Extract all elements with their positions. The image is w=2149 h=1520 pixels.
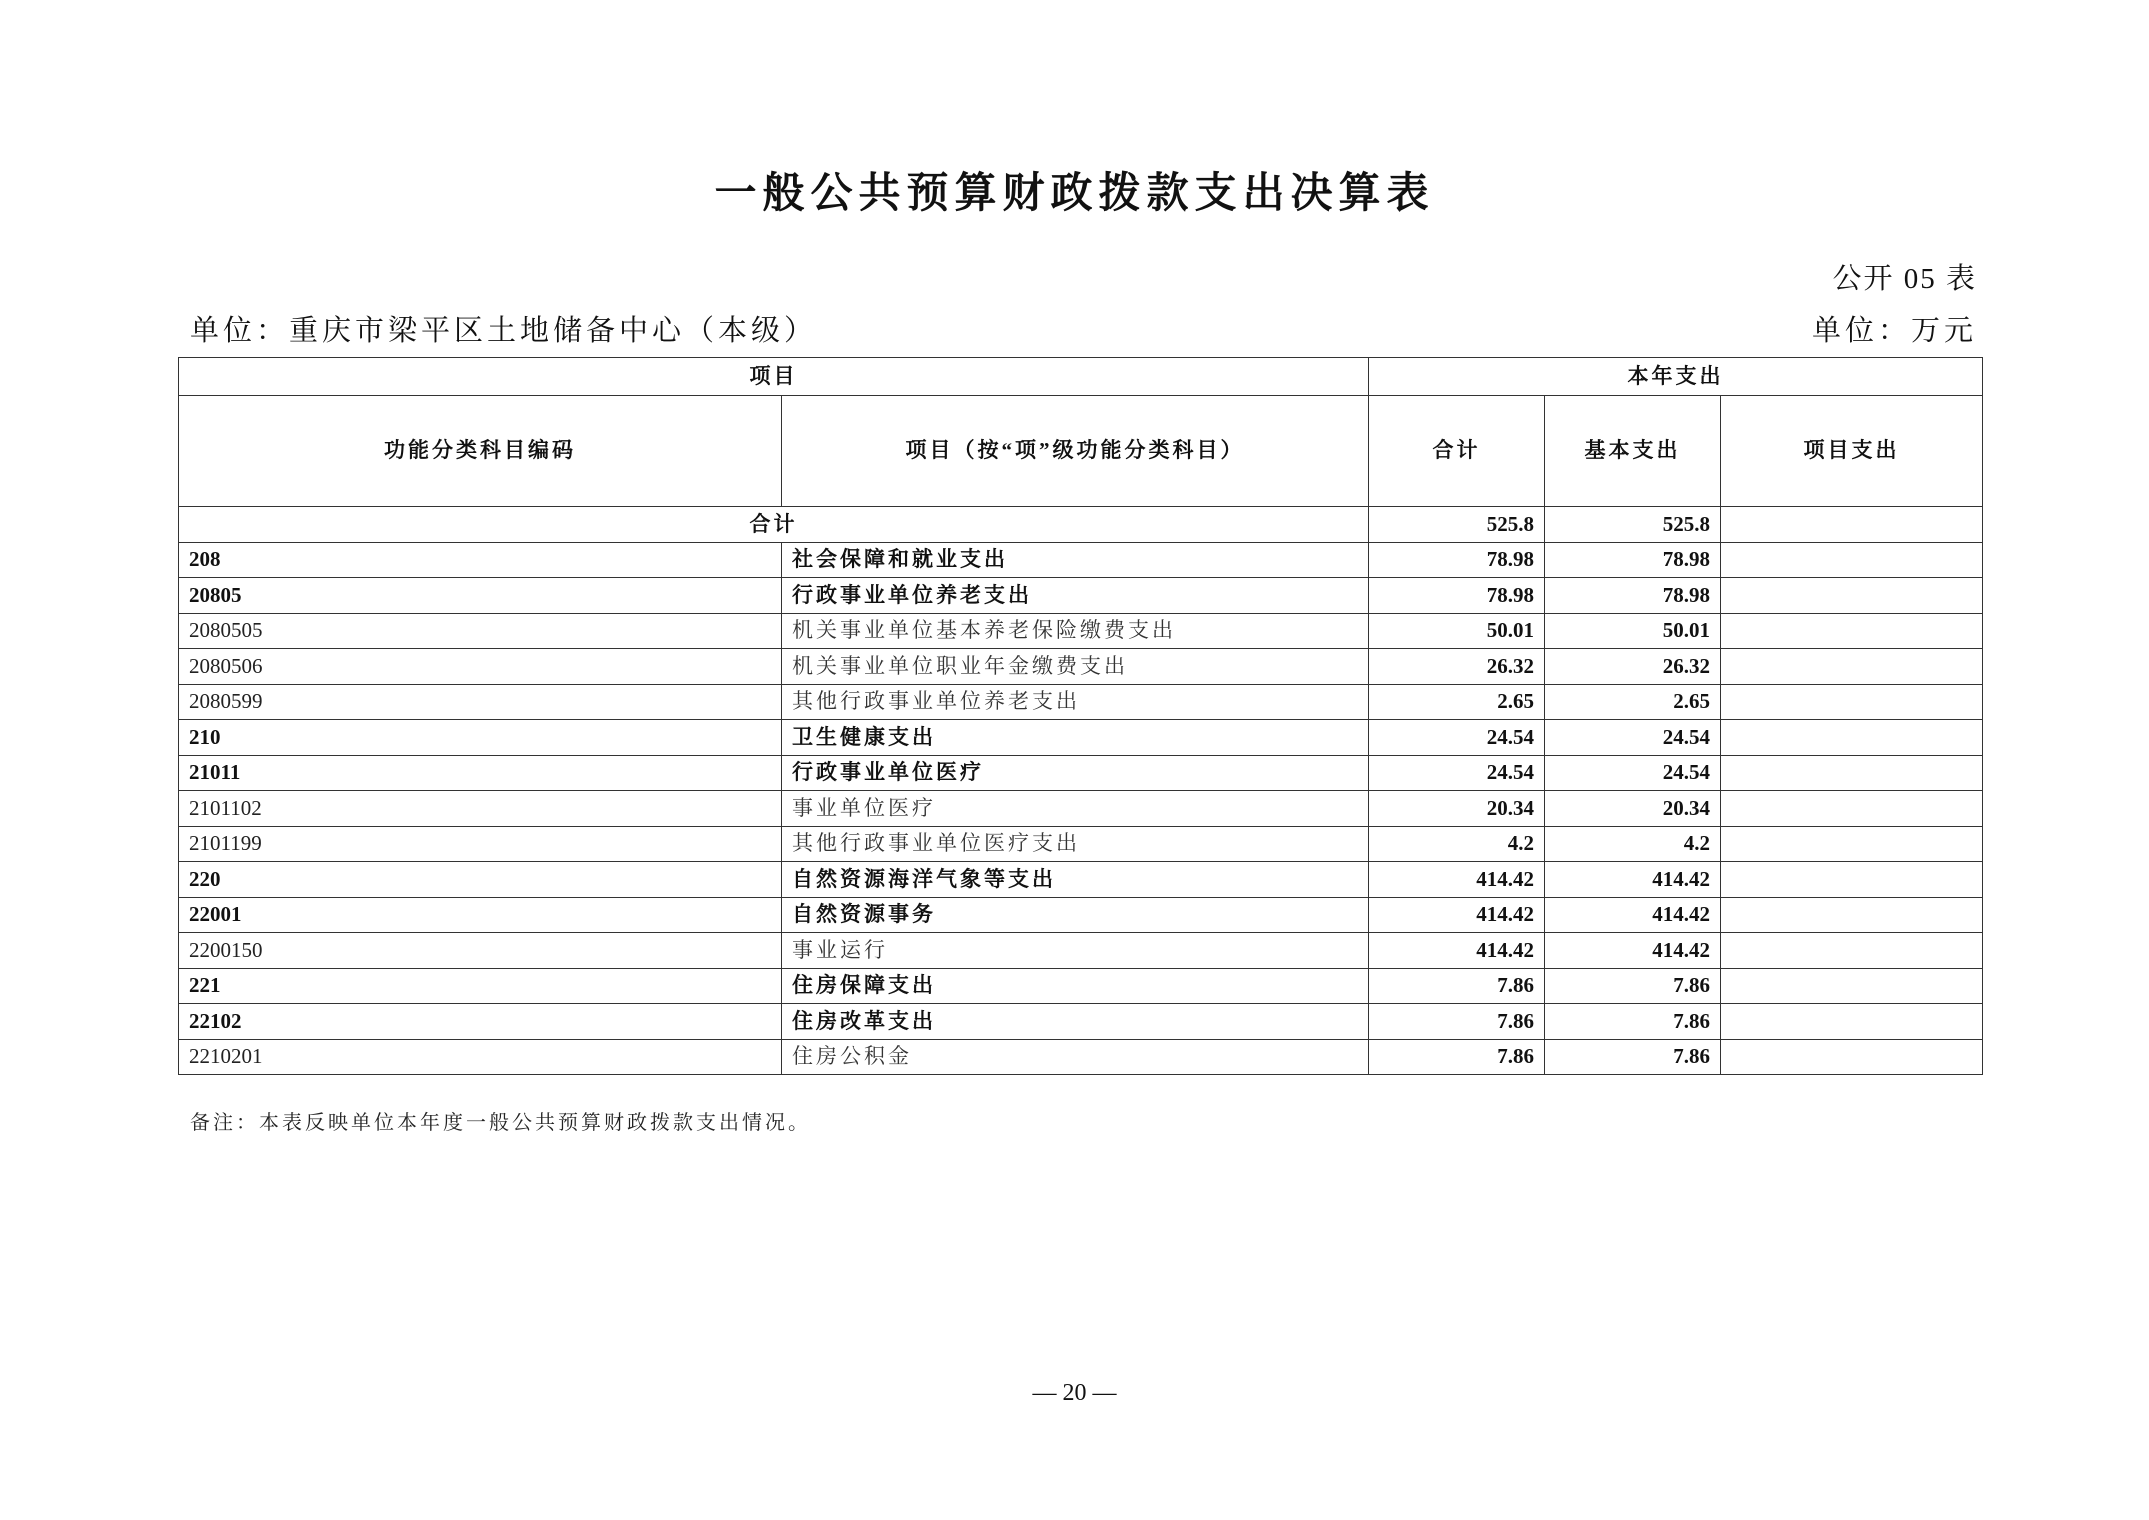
row-project [1721,649,1983,685]
header-group-expense: 本年支出 [1369,358,1983,396]
total-sum: 525.8 [1369,507,1545,543]
row-total: 78.98 [1369,542,1545,578]
row-project [1721,720,1983,756]
row-total: 20.34 [1369,791,1545,827]
row-total: 7.86 [1369,968,1545,1004]
row-code: 2080506 [179,649,782,685]
row-project [1721,897,1983,933]
total-row [179,507,1983,543]
row-basic: 50.01 [1545,613,1721,649]
header-col-code: 功能分类科目编码 [179,396,782,507]
row-name: 住房改革支出 [782,1004,1369,1040]
row-project [1721,791,1983,827]
footnote: 备注：本表反映单位本年度一般公共预算财政拨款支出情况。 [190,1112,811,1134]
row-code: 220 [179,862,782,898]
row-name: 其他行政事业单位医疗支出 [782,826,1369,862]
row-project [1721,755,1983,791]
row-name: 事业单位医疗 [782,791,1369,827]
row-code: 2101199 [179,826,782,862]
row-name: 卫生健康支出 [782,720,1369,756]
page-number: — 20 — [1032,1380,1117,1406]
table-row [179,542,1983,578]
row-name: 住房保障支出 [782,968,1369,1004]
row-basic: 24.54 [1545,720,1721,756]
row-code: 22102 [179,1004,782,1040]
table-row [179,1039,1983,1075]
row-code: 2080599 [179,684,782,720]
total-project [1721,507,1983,543]
row-total: 414.42 [1369,897,1545,933]
table-row [179,826,1983,862]
row-name: 事业运行 [782,933,1369,969]
table-row [179,968,1983,1004]
row-total: 24.54 [1369,720,1545,756]
header-col-name: 项目（按“项”级功能分类科目） [782,396,1369,507]
table-row [179,613,1983,649]
header-group-row [179,358,1983,396]
row-project [1721,862,1983,898]
row-project [1721,968,1983,1004]
row-total: 50.01 [1369,613,1545,649]
table-row [179,933,1983,969]
row-basic: 414.42 [1545,897,1721,933]
row-project [1721,613,1983,649]
row-basic: 7.86 [1545,1039,1721,1075]
row-code: 2080505 [179,613,782,649]
row-code: 208 [179,542,782,578]
row-total: 414.42 [1369,862,1545,898]
row-code: 20805 [179,578,782,614]
row-total: 414.42 [1369,933,1545,969]
row-code: 2101102 [179,791,782,827]
row-total: 78.98 [1369,578,1545,614]
header-col-project: 项目支出 [1721,396,1983,507]
table-row [179,684,1983,720]
row-basic: 20.34 [1545,791,1721,827]
row-project [1721,933,1983,969]
row-basic: 7.86 [1545,1004,1721,1040]
row-basic: 78.98 [1545,542,1721,578]
row-code: 210 [179,720,782,756]
row-basic: 78.98 [1545,578,1721,614]
row-project [1721,826,1983,862]
table-row [179,862,1983,898]
page-title: 一般公共预算财政拨款支出决算表 [714,171,1435,217]
row-project [1721,1004,1983,1040]
row-total: 24.54 [1369,755,1545,791]
table-row [179,755,1983,791]
expenditure-table [178,357,1983,1075]
unit-organization: 单位：重庆市梁平区土地储备中心（本级） [190,315,818,347]
total-basic: 525.8 [1545,507,1721,543]
header-col-basic: 基本支出 [1545,396,1721,507]
row-name: 行政事业单位养老支出 [782,578,1369,614]
total-label: 合计 [179,507,1369,543]
row-total: 4.2 [1369,826,1545,862]
table-row [179,578,1983,614]
row-name: 住房公积金 [782,1039,1369,1075]
table-row [179,1004,1983,1040]
row-code: 21011 [179,755,782,791]
row-basic: 414.42 [1545,933,1721,969]
row-project [1721,684,1983,720]
table-row [179,720,1983,756]
row-total: 7.86 [1369,1039,1545,1075]
row-total: 2.65 [1369,684,1545,720]
row-code: 221 [179,968,782,1004]
row-name: 自然资源事务 [782,897,1369,933]
header-column-row [179,396,1983,507]
row-basic: 414.42 [1545,862,1721,898]
row-code: 2200150 [179,933,782,969]
row-basic: 24.54 [1545,755,1721,791]
row-name: 自然资源海洋气象等支出 [782,862,1369,898]
row-basic: 2.65 [1545,684,1721,720]
row-name: 其他行政事业单位养老支出 [782,684,1369,720]
row-project [1721,578,1983,614]
table-body [179,358,1983,1075]
row-name: 社会保障和就业支出 [782,542,1369,578]
header-group-project: 项目 [179,358,1369,396]
row-project [1721,1039,1983,1075]
header-col-total: 合计 [1369,396,1545,507]
table-row [179,649,1983,685]
row-name: 机关事业单位职业年金缴费支出 [782,649,1369,685]
row-total: 7.86 [1369,1004,1545,1040]
form-number: 公开 05 表 [1832,263,1977,295]
row-basic: 7.86 [1545,968,1721,1004]
row-project [1721,542,1983,578]
row-name: 行政事业单位医疗 [782,755,1369,791]
row-code: 22001 [179,897,782,933]
unit-currency: 单位：万元 [1811,315,1977,347]
row-total: 26.32 [1369,649,1545,685]
row-code: 2210201 [179,1039,782,1075]
table-row [179,791,1983,827]
row-name: 机关事业单位基本养老保险缴费支出 [782,613,1369,649]
row-basic: 26.32 [1545,649,1721,685]
row-basic: 4.2 [1545,826,1721,862]
table-row [179,897,1983,933]
